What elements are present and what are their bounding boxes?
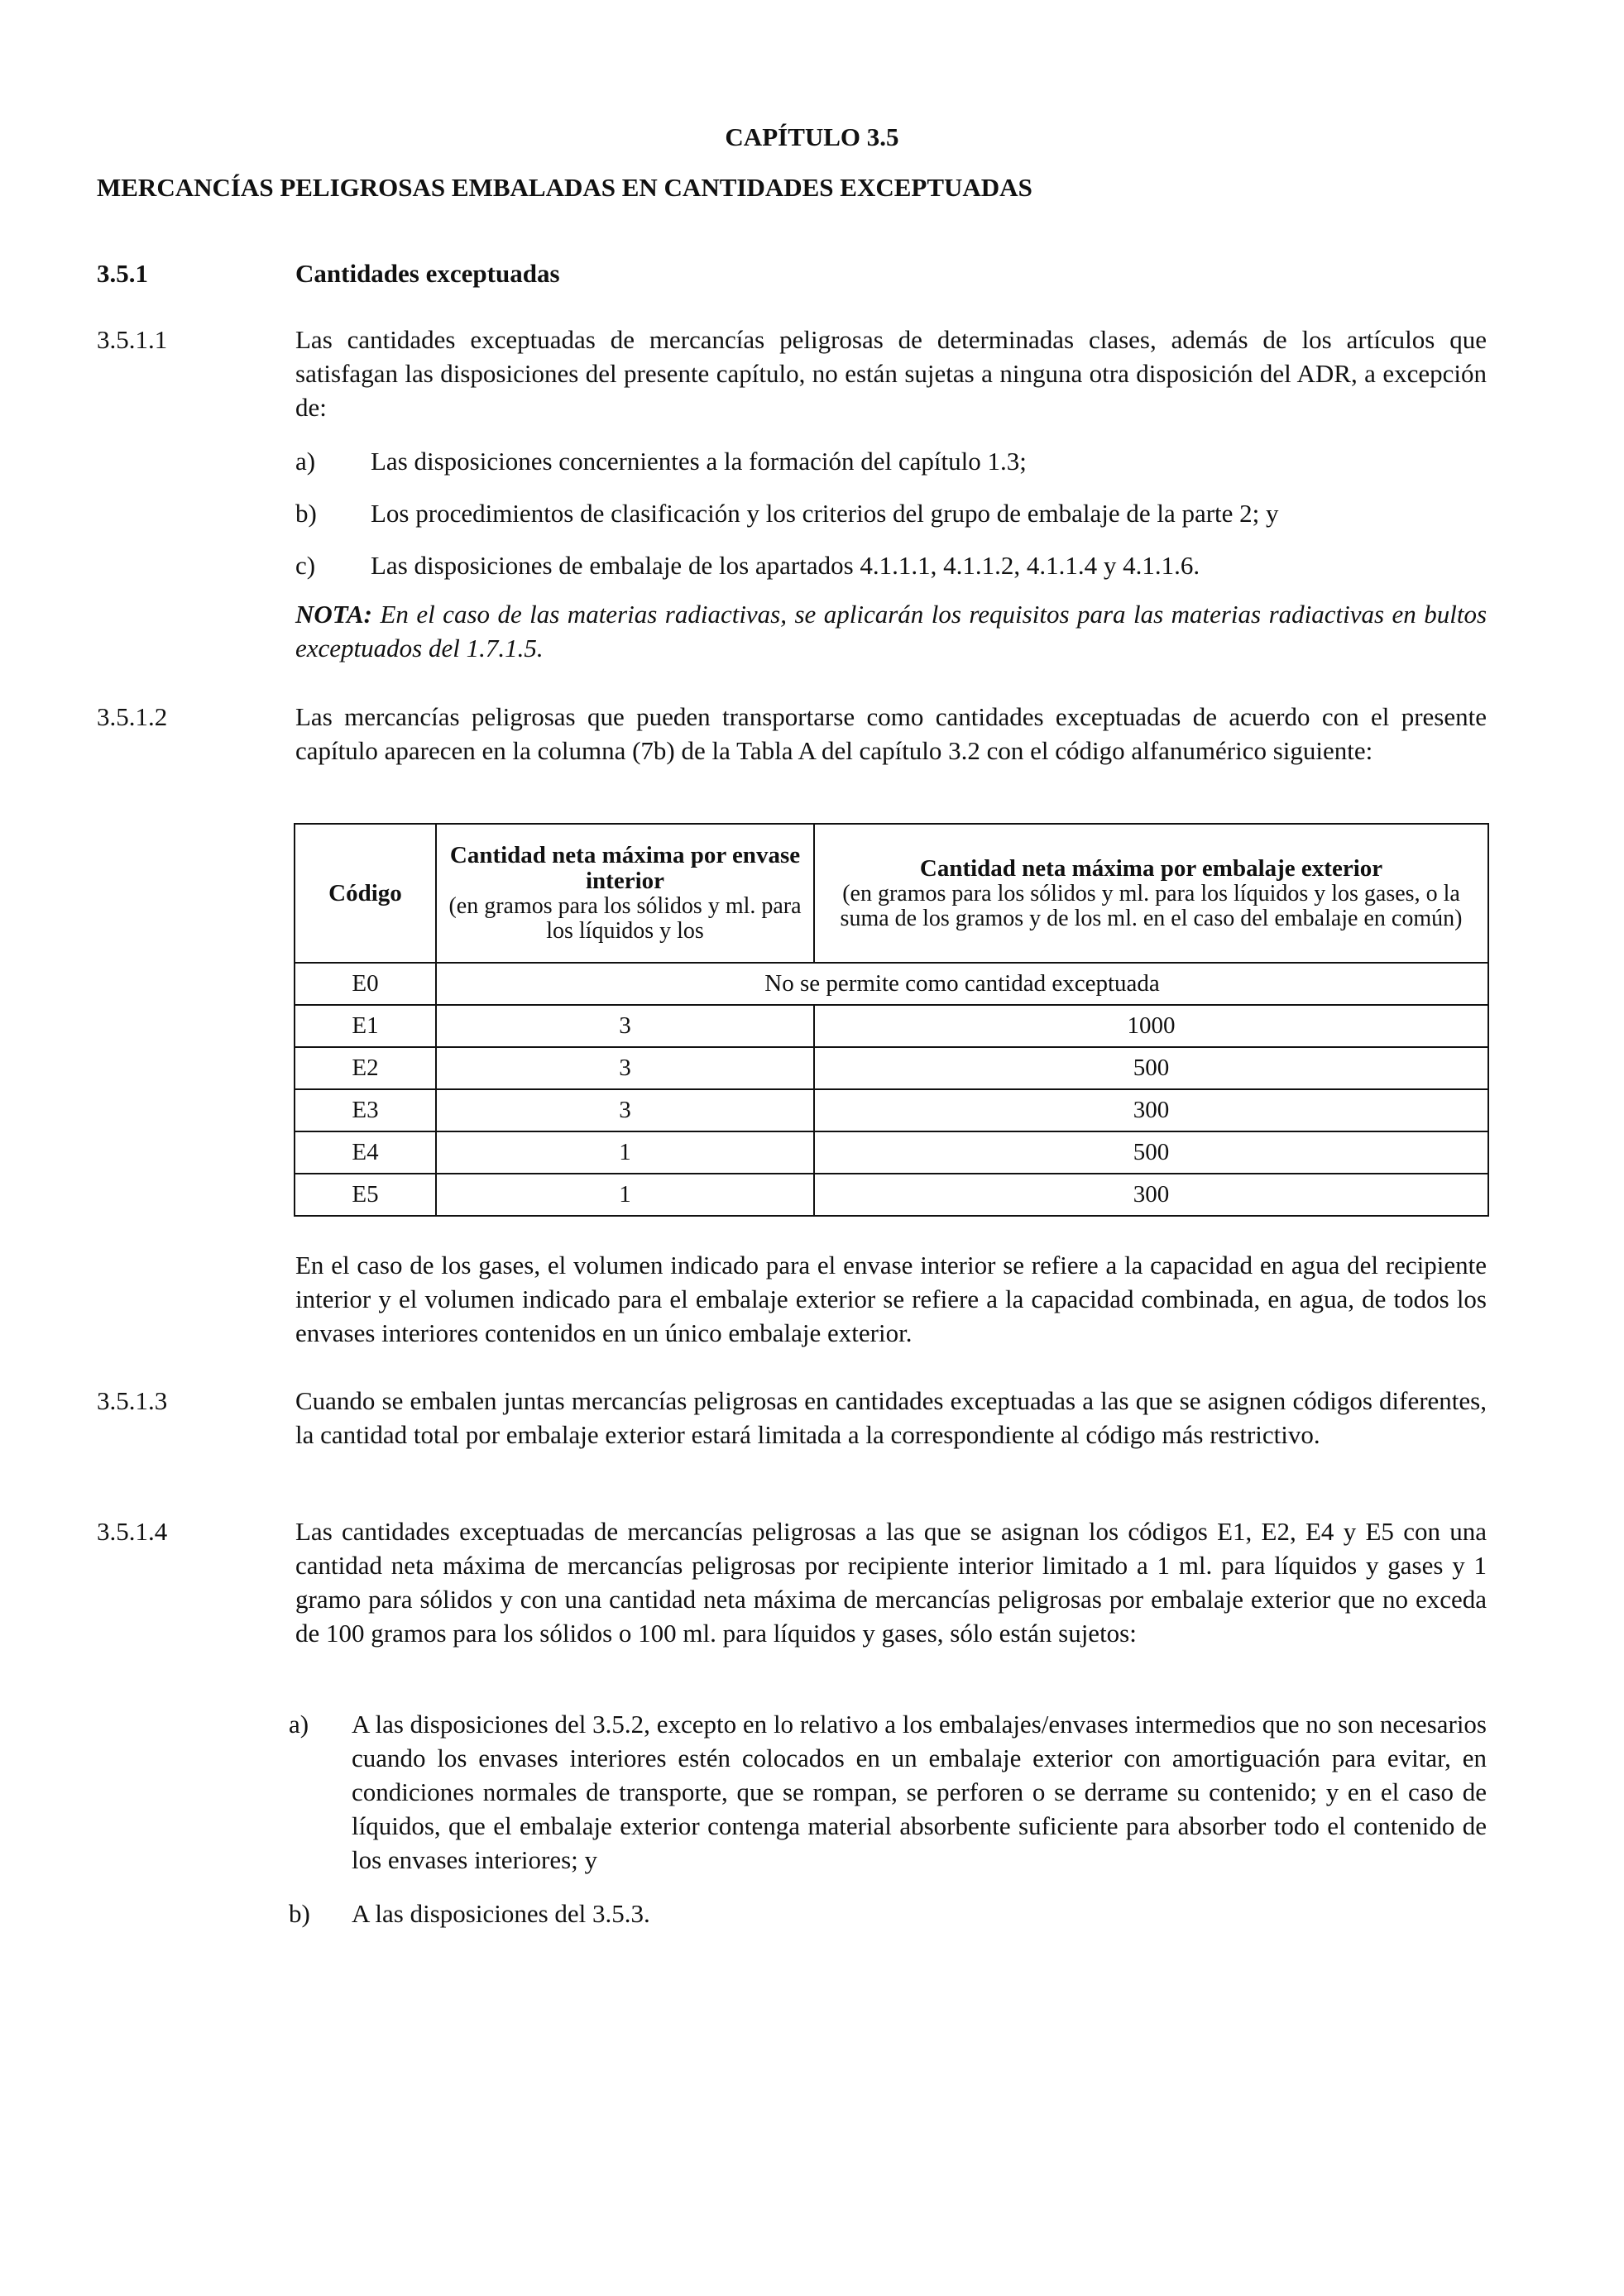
paragraph-3511: Las cantidades exceptuadas de mercancías peligrosas de determinadas clases, además de los artículos que satisfagan las disposiciones del presente capítulo, no están sujetas a ninguna otra disposición del ADR, a excepción de: (295, 325, 1487, 422)
list-item-text: A las disposiciones del 3.5.3. (352, 1899, 650, 1928)
cell-inner: 1 (436, 1174, 814, 1216)
cell-code: E1 (295, 1005, 436, 1047)
list-item-label: a) (295, 447, 316, 476)
cell-outer: 500 (814, 1131, 1488, 1174)
list-item-text: Las disposiciones de embalaje de los apartados 4.1.1.1, 4.1.1.2, 4.1.1.4 y 4.1.1.6. (371, 551, 1200, 580)
cell-outer: 300 (814, 1174, 1488, 1216)
table-row (295, 1089, 1488, 1131)
cell-code: E5 (295, 1174, 436, 1216)
cell-inner: 3 (436, 1005, 814, 1047)
note-label: NOTA: (295, 600, 372, 629)
note (295, 597, 1487, 665)
chapter-title: MERCANCÍAS PELIGROSAS EMBALADAS EN CANTIDADES EXCEPTUADAS (97, 173, 1032, 202)
cell-inner: 3 (436, 1047, 814, 1089)
paragraph-3512: Las mercancías peligrosas que pueden transportarse como cantidades exceptuadas de acuerdo con el presente capítulo aparecen en la columna (7b) de la Tabla A del capítulo 3.2 con el código alfanumérico siguiente: (295, 702, 1487, 765)
paragraph-number-3512: 3.5.1.2 (97, 702, 168, 731)
cell-e0-text: No se permite como cantidad exceptuada (436, 963, 1488, 1005)
paragraph-3513: Cuando se embalen juntas mercancías peligrosas en cantidades exceptuadas a las que se asignen códigos diferentes, la cantidad total por embalaje exterior estará limitada a la correspondiente al código más restrictivo. (295, 1386, 1487, 1449)
cell-outer: 1000 (814, 1005, 1488, 1047)
header-outer-note: (en gramos para los sólidos y ml. para los líquidos y los gases, o la suma de los gramos y de los ml. en el caso del embalaje en común) (840, 880, 1463, 931)
list-item-label: c) (295, 551, 316, 580)
section-title: Cantidades exceptuadas (295, 259, 560, 288)
list-item-label: a) (289, 1710, 309, 1739)
cell-code: E0 (295, 963, 436, 1005)
table-row (295, 963, 1488, 1005)
table-row (295, 1047, 1488, 1089)
header-inner-title: Cantidad neta máxima por envase interior (449, 842, 801, 894)
cell-outer: 500 (814, 1047, 1488, 1089)
table-row (295, 1131, 1488, 1174)
paragraph-3514: Las cantidades exceptuadas de mercancías peligrosas a las que se asignan los códigos E1, E2, E4 y E5 con una cantidad neta máxima de mercancías peligrosas por recipiente interior limitado a 1 ml. para líquidos y gases y 1 gramo para sólidos y con una cantidad neta máxima de mercancías peligrosas por embalaje exterior que no exceda de 100 gramos para los sólidos o 100 ml. para líquidos y gases, sólo están sujetos: (295, 1517, 1487, 1648)
header-outer-title: Cantidad neta máxima por embalaje exterior (919, 854, 1383, 882)
cell-code: E3 (295, 1089, 436, 1131)
paragraph-gases: En el caso de los gases, el volumen indicado para el envase interior se refiere a la capacidad en agua del recipiente interior y el volumen indicado para el embalaje exterior se refiere a la capacidad combinada, en agua, de todos los envases interiores contenidos en un único embalaje exterior. (295, 1251, 1487, 1347)
note-text: En el caso de las materias radiactivas, se aplicarán los requisitos para las materias radiactivas en bultos exceptuados del 1.7.1.5. (295, 600, 1487, 662)
section-number: 3.5.1 (97, 259, 148, 288)
cell-inner: 1 (436, 1131, 814, 1174)
cell-outer: 300 (814, 1089, 1488, 1131)
cell-code: E4 (295, 1131, 436, 1174)
cell-inner: 3 (436, 1089, 814, 1131)
excepted-quantities-table (294, 823, 1489, 1217)
list-item-label: b) (289, 1899, 310, 1928)
header-inner-note: (en gramos para los sólidos y ml. para los líquidos y los (448, 893, 802, 944)
cell-code: E2 (295, 1047, 436, 1089)
header-outer (814, 824, 1488, 963)
list-item-label: b) (295, 499, 317, 528)
list-item-text: Las disposiciones concernientes a la formación del capítulo 1.3; (371, 447, 1027, 476)
paragraph-number-3511: 3.5.1.1 (97, 325, 168, 354)
table-header-row (295, 824, 1488, 963)
list-item-text: A las disposiciones del 3.5.2, excepto en lo relativo a los embalajes/envases intermedios que no son necesarios cuando los envases interiores estén colocados en un embalaje exterior con amortiguación para evitar, en condiciones normales de transporte, que se rompan, se perforen o se derrame su contenido; y en el caso de líquidos, que el embalaje exterior contenga material absorbente suficiente para absorber todo el contenido de los envases interiores; y (352, 1710, 1487, 1874)
table-row (295, 1005, 1488, 1047)
chapter-heading: CAPÍTULO 3.5 (725, 122, 899, 151)
paragraph-number-3514: 3.5.1.4 (97, 1517, 168, 1546)
header-code: Código (295, 824, 436, 963)
paragraph-number-3513: 3.5.1.3 (97, 1386, 168, 1415)
list-item-text: Los procedimientos de clasificación y los criterios del grupo de embalaje de la parte 2; y (371, 499, 1279, 528)
header-inner (436, 824, 814, 963)
table-row (295, 1174, 1488, 1216)
